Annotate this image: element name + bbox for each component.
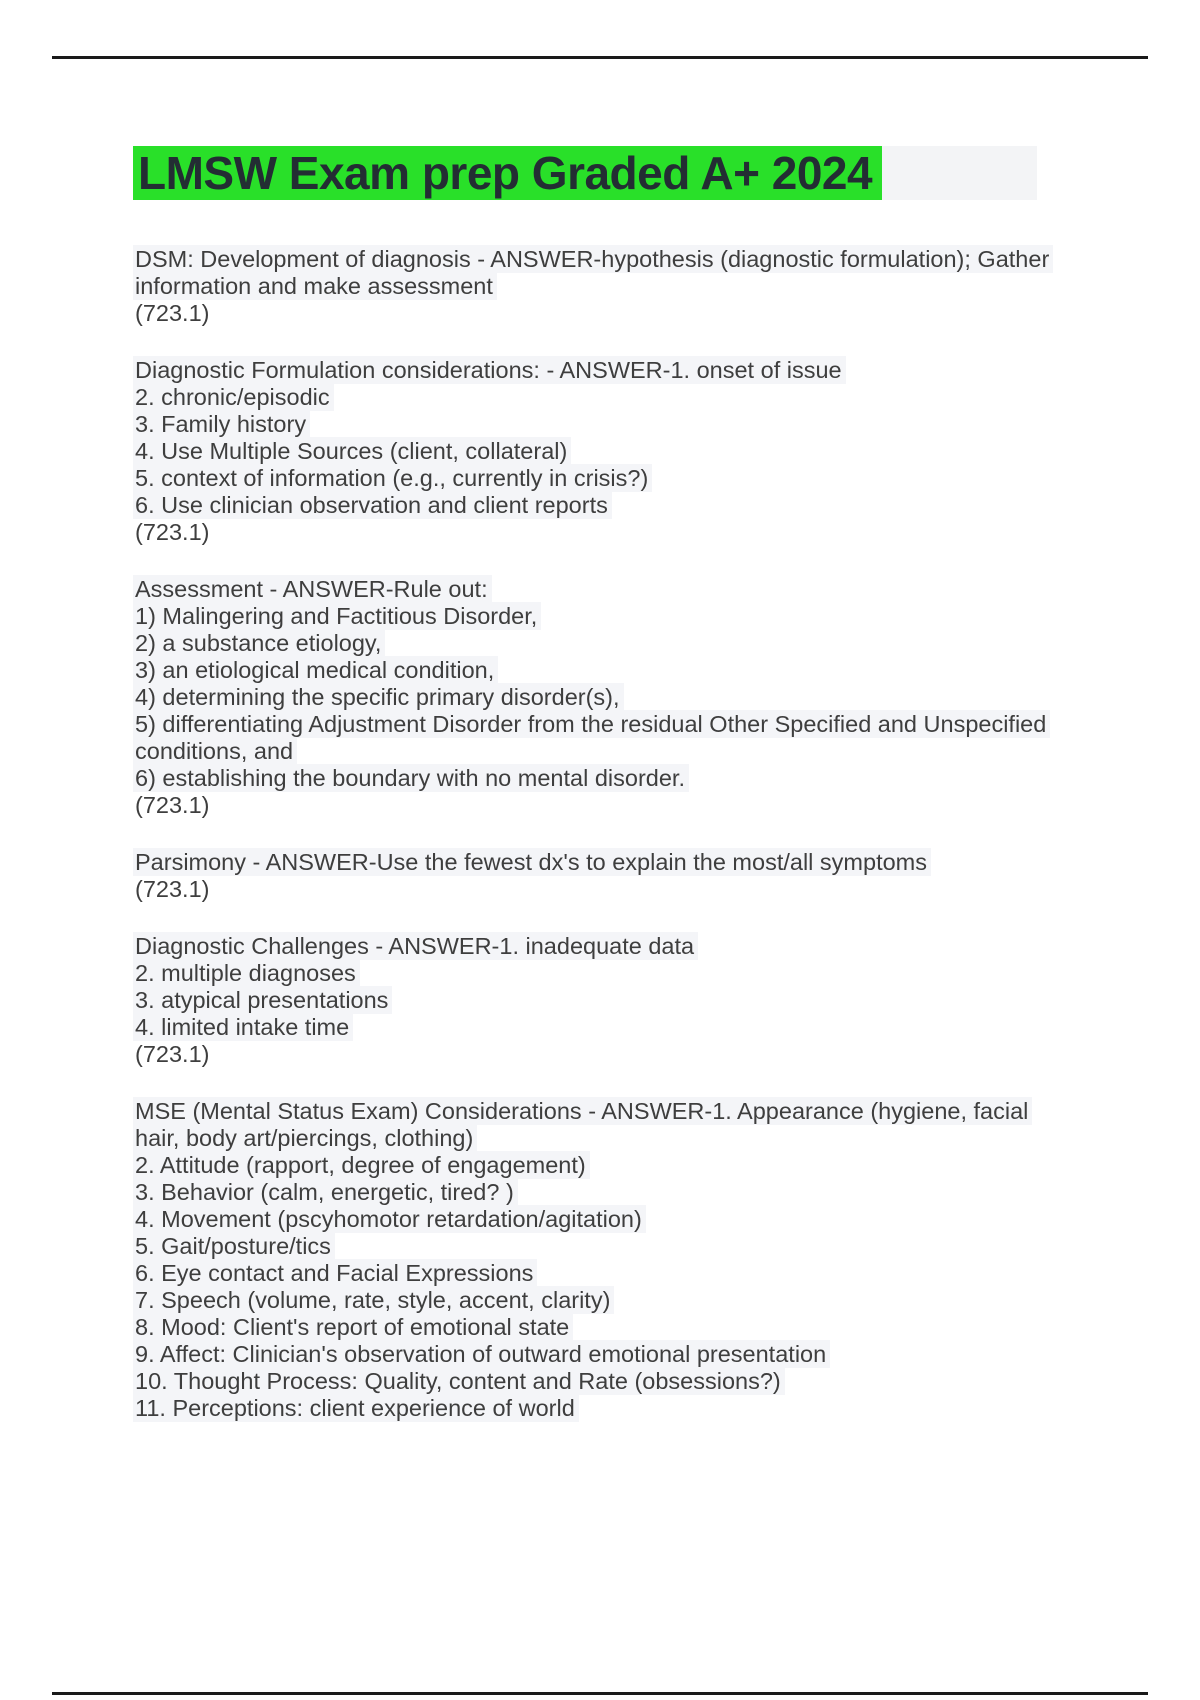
text-line: 7. Speech (volume, rate, style, accent, clarity): [135, 1287, 1125, 1314]
text-line: 3. atypical presentations: [135, 987, 1125, 1014]
qa-block: [135, 1098, 1125, 1422]
qa-block: [135, 357, 1125, 546]
citation-line: (723.1): [135, 300, 210, 326]
header-rule: [52, 56, 1148, 59]
text-line: 2. chronic/episodic: [135, 384, 1125, 411]
text-line: 10. Thought Process: Quality, content and Rate (obsessions?): [135, 1368, 1125, 1395]
text-line: Parsimony - ANSWER-Use the fewest dx's to explain the most/all symptoms: [135, 849, 1125, 876]
text-line: 3. Behavior (calm, energetic, tired? ): [135, 1179, 1125, 1206]
qa-content: [135, 246, 1125, 1452]
text-line: conditions, and: [135, 738, 1125, 765]
qa-block: [135, 576, 1125, 819]
text-line: 1) Malingering and Factitious Disorder,: [135, 603, 1125, 630]
title-highlight-tail: [882, 146, 1037, 200]
page-title: LMSW Exam prep Graded A+ 2024: [133, 146, 882, 200]
qa-block: [135, 246, 1125, 327]
text-line: MSE (Mental Status Exam) Considerations - ANSWER-1. Appearance (hygiene, facial: [135, 1098, 1125, 1125]
footer-rule: [52, 1692, 1148, 1695]
text-line: 4) determining the specific primary disorder(s),: [135, 684, 1125, 711]
text-line: 4. limited intake time: [135, 1014, 1125, 1041]
text-line: 6) establishing the boundary with no mental disorder.: [135, 765, 1125, 792]
text-line: 2) a substance etiology,: [135, 630, 1125, 657]
text-line: 6. Use clinician observation and client reports: [135, 492, 1125, 519]
text-line: 2. Attitude (rapport, degree of engagement): [135, 1152, 1125, 1179]
text-line: Diagnostic Challenges - ANSWER-1. inadequate data: [135, 933, 1125, 960]
text-line: 3) an etiological medical condition,: [135, 657, 1125, 684]
qa-block: [135, 849, 1125, 903]
text-line: 5. Gait/posture/tics: [135, 1233, 1125, 1260]
text-line: hair, body art/piercings, clothing): [135, 1125, 1125, 1152]
text-line: 9. Affect: Clinician's observation of outward emotional presentation: [135, 1341, 1125, 1368]
text-line: 4. Movement (pscyhomotor retardation/agitation): [135, 1206, 1125, 1233]
text-line: 4. Use Multiple Sources (client, collateral): [135, 438, 1125, 465]
text-line: information and make assessment: [135, 273, 1125, 300]
text-line: 5. context of information (e.g., currently in crisis?): [135, 465, 1125, 492]
citation-line: (723.1): [135, 876, 210, 902]
citation-line: (723.1): [135, 792, 210, 818]
text-line: 2. multiple diagnoses: [135, 960, 1125, 987]
document-title-row: [133, 146, 1037, 200]
text-line: 6. Eye contact and Facial Expressions: [135, 1260, 1125, 1287]
text-line: DSM: Development of diagnosis - ANSWER-hypothesis (diagnostic formulation); Gather: [135, 246, 1125, 273]
text-line: 11. Perceptions: client experience of world: [135, 1395, 1125, 1422]
text-line: Diagnostic Formulation considerations: - ANSWER-1. onset of issue: [135, 357, 1125, 384]
qa-block: [135, 933, 1125, 1068]
text-line: 8. Mood: Client's report of emotional state: [135, 1314, 1125, 1341]
citation-line: (723.1): [135, 519, 210, 545]
text-line: 3. Family history: [135, 411, 1125, 438]
text-line: Assessment - ANSWER-Rule out:: [135, 576, 1125, 603]
citation-line: (723.1): [135, 1041, 210, 1067]
text-line: 5) differentiating Adjustment Disorder from the residual Other Specified and Unspecified: [135, 711, 1125, 738]
